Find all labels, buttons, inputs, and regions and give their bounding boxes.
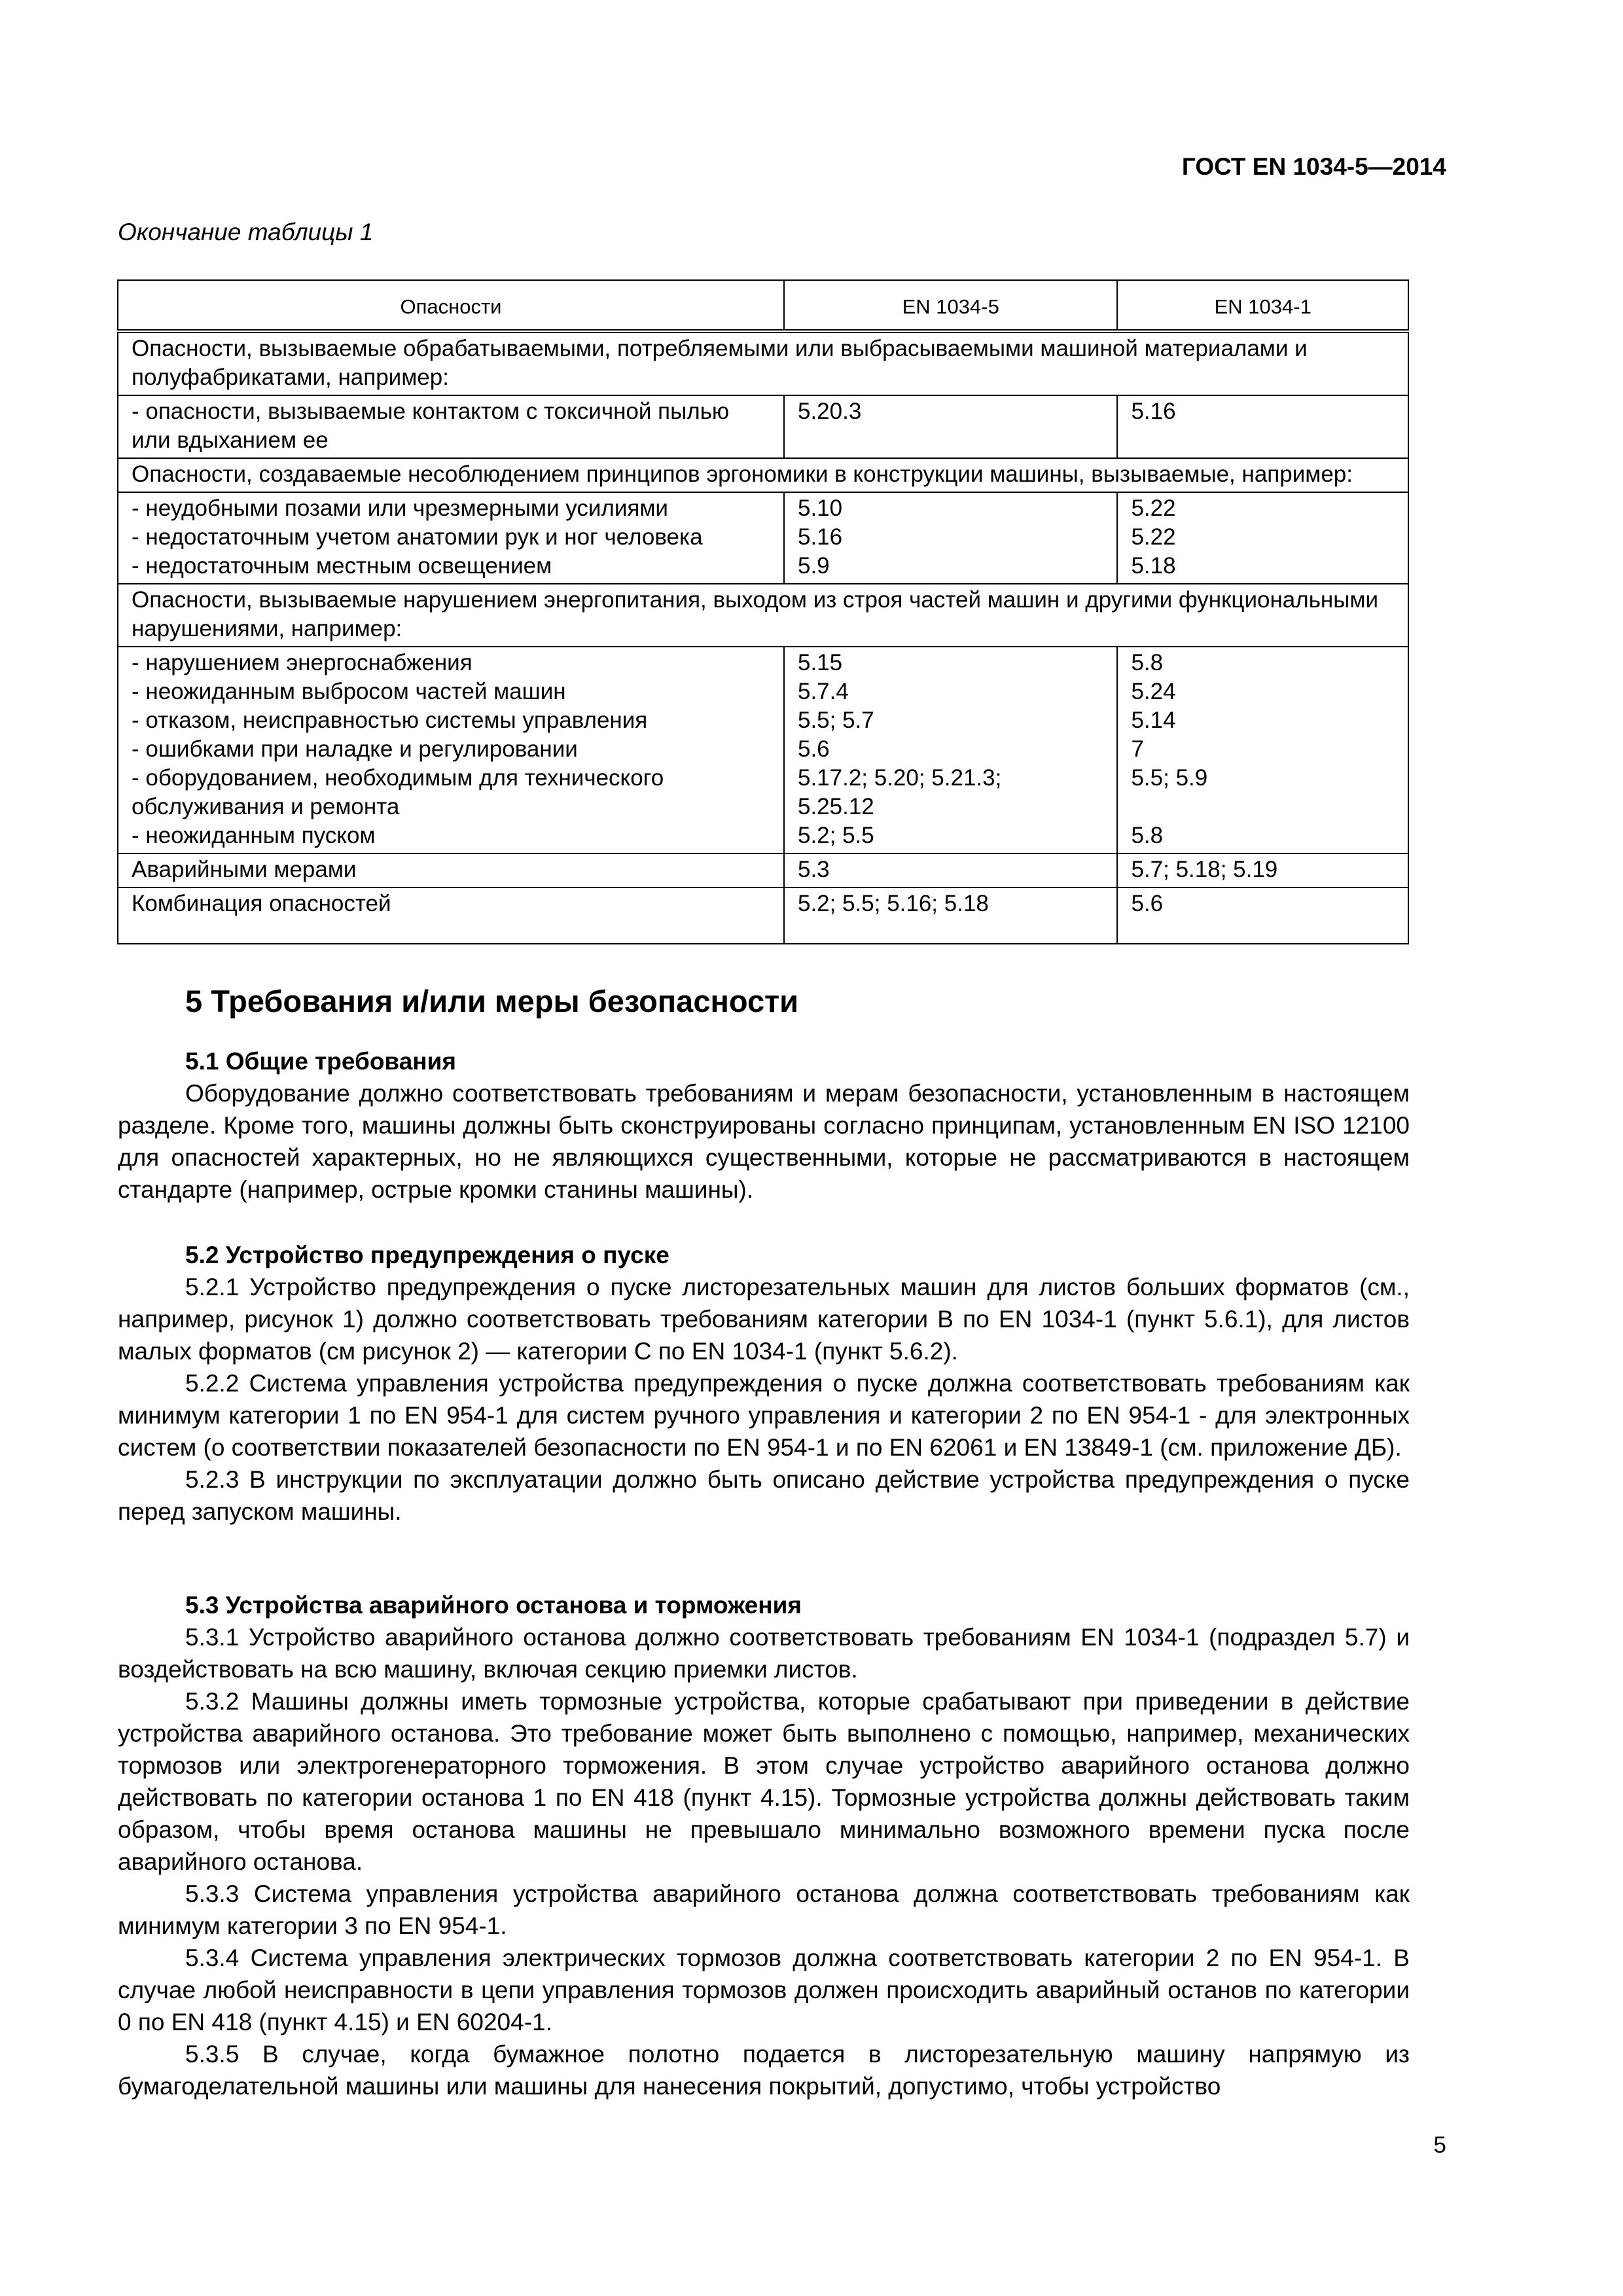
en1034-1-cell: 5.16: [1117, 395, 1408, 458]
table-row: [118, 888, 1408, 944]
en1034-5-cell: 5.2; 5.5; 5.16; 5.18: [784, 888, 1117, 944]
table-group-row: [118, 584, 1408, 647]
section-title: 5 Требования и/или меры безопасности: [185, 984, 798, 1018]
paragraph: 5.2.3 В инструкции по эксплуатации должно быть описано действие устройства предупреждения о пуске перед запуском машины.: [118, 1466, 1410, 1525]
column-header-en1034-1: EN 1034-1: [1117, 280, 1408, 331]
group-cell: Опасности, создаваемые несоблюдением принципов эргономики в конструкции машины, вызываемые, например:: [118, 458, 1408, 492]
table-row: [118, 647, 1408, 853]
paragraph: 5.3.4 Система управления электрических тормозов должна соответствовать категории 2 по EN 954-1. В случае любой неисправности в цепи управления тормозов должен происходить аварийный останов по категории 0 по EN 418 (пункт 4.15) и EN 60204-1.: [118, 1945, 1410, 2036]
paragraph: 5.2.2 Система управления устройства предупреждения о пуске должна соответствовать требованиям как минимум категории 1 по EN 954-1 для систем ручного управления и категории 2 по EN 954-1 - для электронных систем (о соответствии показателей безопасности по EN 954-1 и по EN 62061 и EN 13849-1 (см. приложение ДБ).: [118, 1370, 1410, 1461]
hazard-cell: - опасности, вызываемые контактом с токсичной пылью или вдыханием ее: [118, 395, 784, 458]
table-caption: Окончание таблицы 1: [118, 219, 374, 245]
column-header-en1034-5: EN 1034-5: [784, 280, 1117, 331]
subsection-5-1: [118, 1045, 1410, 1206]
en1034-5-cell: 5.10 5.16 5.9: [784, 492, 1117, 584]
paragraph: 5.3.2 Машины должны иметь тормозные устройства, которые срабатывают при приведении в действие устройства аварийного останова. Это требование может быть выполнено с помощью, например, механических тормозов или электрогенераторного торможения. В этом случае устройство аварийного останова должно действовать по категории останова 1 по EN 418 (пункт 4.15). Тормозные устройства должны действовать таким образом, чтобы время останова машины не превышало минимально возможного времени пуска после аварийного останова.: [118, 1688, 1410, 1875]
table-group-row: [118, 458, 1408, 492]
subsection-heading: 5.2 Устройство предупреждения о пуске: [185, 1242, 669, 1268]
en1034-5-cell: 5.3: [784, 853, 1117, 888]
paragraph: 5.3.1 Устройство аварийного останова должно соответствовать требованиям EN 1034-1 (подраздел 5.7) и воздействовать на всю машину, включая секцию приемки листов.: [118, 1624, 1410, 1683]
subsection-heading: 5.1 Общие требования: [185, 1048, 456, 1075]
table-header-row: [118, 280, 1408, 331]
table-row: [118, 395, 1408, 458]
en1034-1-cell: 5.6: [1117, 888, 1408, 944]
table-row: [118, 492, 1408, 584]
subsection-heading: 5.3 Устройства аварийного останова и торможения: [185, 1592, 802, 1619]
hazard-cell: - нарушением энергоснабжения - неожиданным выбросом частей машин - отказом, неисправностью системы управления - ошибками при наладке и регулировании - оборудованием, необходимым для технического обслуживания и ремонта - неожиданным пуском: [118, 647, 784, 853]
en1034-1-cell: 5.22 5.22 5.18: [1117, 492, 1408, 584]
table-group-row: [118, 331, 1408, 395]
en1034-5-cell: 5.20.3: [784, 395, 1117, 458]
paragraph: 5.2.1 Устройство предупреждения о пуске листорезательных машин для листов больших форматов (см., например, рисунок 1) должно соответствовать требованиям категории B по EN 1034-1 (пункт 5.6.1), для листов малых форматов (см рисунок 2) — категории C по EN 1034-1 (пункт 5.6.2).: [118, 1274, 1410, 1365]
subsection-5-3: [118, 1589, 1410, 2102]
paragraph: Оборудование должно соответствовать требованиям и мерам безопасности, установленным в настоящем разделе. Кроме того, машины должны быть сконструированы согласно принципам, установленным EN ISO 12100 для опасностей характерных, но не являющихся существенными, которые не рассматриваются в настоящем стандарте (например, острые кромки станины машины).: [118, 1080, 1410, 1203]
document-id-header: ГОСТ EN 1034-5—2014: [1181, 153, 1446, 180]
table-row: [118, 853, 1408, 888]
hazard-cell: Аварийными мерами: [118, 853, 784, 888]
group-cell: Опасности, вызываемые нарушением энергопитания, выходом из строя частей машин и другими функциональными нарушениями, например:: [118, 584, 1408, 647]
en1034-1-cell: 5.7; 5.18; 5.19: [1117, 853, 1408, 888]
en1034-5-cell: 5.15 5.7.4 5.5; 5.7 5.6 5.17.2; 5.20; 5.21.3; 5.25.12 5.2; 5.5: [784, 647, 1117, 853]
paragraph: 5.3.3 Система управления устройства аварийного останова должна соответствовать требованиям как минимум категории 3 по EN 954-1.: [118, 1880, 1410, 1939]
subsection-5-2: [118, 1239, 1410, 1528]
page-number: 5: [1433, 2132, 1446, 2158]
group-cell: Опасности, вызываемые обрабатываемыми, потребляемыми или выбрасываемыми машиной материалами и полуфабрикатами, например:: [118, 331, 1408, 395]
hazard-cell: - неудобными позами или чрезмерными усилиями - недостаточным учетом анатомии рук и ног человека - недостаточным местным освещением: [118, 492, 784, 584]
hazard-cell: Комбинация опасностей: [118, 888, 784, 944]
paragraph: 5.3.5 В случае, когда бумажное полотно подается в листорезательную машину напрямую из бумагоделательной машины или машины для нанесения покрытий, допустимо, чтобы устройство: [118, 2041, 1410, 2100]
column-header-hazards: Опасности: [118, 280, 784, 331]
hazards-table: [117, 279, 1409, 944]
en1034-1-cell: 5.8 5.24 5.14 7 5.5; 5.9 5.8: [1117, 647, 1408, 853]
